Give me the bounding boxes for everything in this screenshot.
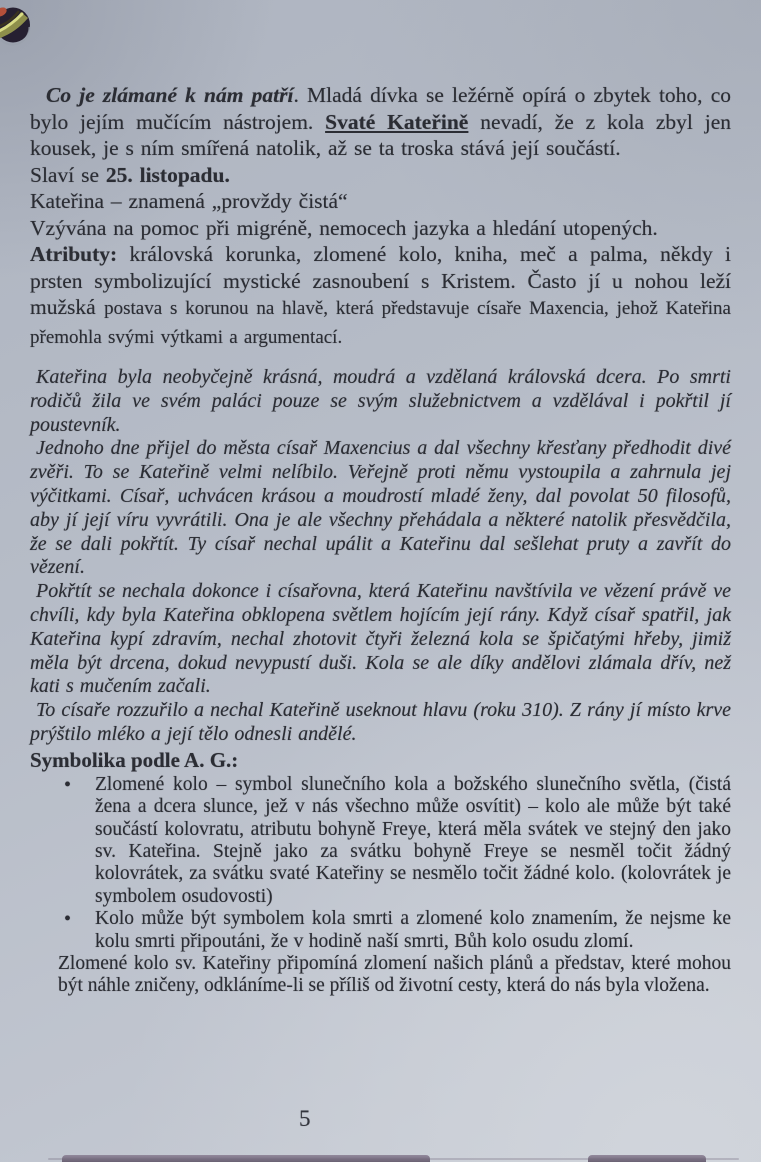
attributes-text: královská korunka, zlomené kolo, kniha, meč a palma, někdy i prsten symbolizující mystické zasnoubení s Kristem. Často jí u nohou leží mužská [30,242,731,319]
intro-text: . Mladá dívka se ležérně opírá o zbytek toho, co bylo jejím mučícím nástrojem. [30,83,732,134]
legend-section [30,366,731,747]
feast-day-line [30,162,731,189]
page-number: 5 [299,1106,311,1131]
bullet-icon: • [64,773,72,796]
attributes-text-small: postava s korunou na hlavě, která představuje císaře Maxencia, jehož Kateřina přemohla svými výtkami a argumentací. [30,298,731,348]
bullet-icon: • [64,908,72,931]
closing-paragraph: Zlomené kolo sv. Kateřiny připomíná zlomení našich plánů a představ, které mohou být náhle zničeny, odkláníme-li se příliš od životní cesty, která do nás byla vložena. [58,953,731,997]
name-meaning-line: Kateřina – znamená „provždy čistá“ [30,189,348,213]
list-item [30,774,731,908]
invocation-paragraph: Vzývána na pomoc při migréně, nemocech jazyka a hledání utopených. [30,215,658,240]
legend-paragraph-4: To císaře rozzuřilo a nechal Kateřině useknout hlavu (roku 310). Z rány jí místo krve prýštilo mléko a její tělo odnesli andělé. [30,699,731,745]
feast-day-date: 25. listopadu. [105,162,230,187]
intro-paragraph [30,82,731,162]
page-text [30,82,731,998]
attributes-paragraph [30,241,731,351]
list-item-text: Zlomené kolo – symbol slunečního kola a božského slunečního světla, (čistá žena a dcera slunce, jež v nás všechno může osvítit) – kolo ale může být také součástí kolovratu, atributu bohyně Freye, která měla svátek ve stejný den jako sv. Kateřina. Stejně jako za svátku bohyně Freye se nesměl točit žádný kolovrátek, za svátku svaté Kateřiny se nesmělo točit žádné kolo. (kolovrátek je symbolem osudovosti) [95,773,731,907]
symbolism-heading: Symbolika podle A. G.: [30,747,239,772]
legend-paragraph-1: Kateřina byla neobyčejně krásná, moudrá a vzdělaná královská dcera. Po smrti rodičů žila ve svém paláci pouze se svým služebnictvem a vzdělával i pokřtil jí poustevník. [30,366,731,436]
list-item-text: Kolo může být symbolem kola smrti a zlomené kolo znamením, že nejsme ke kolu smrti připoutáni, že v hodině naší smrti, Bůh kolo osudu zlomí. [95,908,731,952]
intro-lead-phrase: Co je zlámané k nám patří [46,83,294,107]
page-bottom-edge [588,1155,706,1162]
attributes-label: Atributy: [30,242,118,266]
intro-text-rest: nevadí, že z kola zbyl jen kousek, je s ním smířená natolik, až se ta troska stává její součástí. [30,109,731,160]
binder-ring-hole-icon [0,3,61,55]
list-item [30,908,731,953]
intro-underlined-phrase: Svaté Kateřině [325,109,469,134]
legend-paragraph-3: Pokřtít se nechala dokonce i císařovna, která Kateřinu navštívila ve vězení právě ve chvíli, kdy byla Kateřina obklopena světlem hojícím její rány. Když císař spatřil, jak Kateřina kypí zdravím, nechal zhotovit čtyři železná kola se špičatými hřeby, jimiž měla být drcena, dokud nevypustí duši. Kola se ale díky andělovi zlámala dřív, než kati s mučením začali. [30,580,731,698]
legend-paragraph-2: Jednoho dne přijel do města císař Maxencius a dal všechny křesťany předhodit divé zvěři. To se Kateřině velmi nelíbilo. Veřejně proti němu vystoupila a zahrnula jej výčitkami. Císař, uchvácen krásou a moudrostí mladé ženy, dal povolat 50 filosofů, aby jí její víru vyvrátili. Ona je ale všechny přehádala a některé natolik přesvědčila, že se dali pokřtít. Ty císař nechal upálit a Kateřinu dal sešlehat pruty a zavřít do vězení. [30,437,731,579]
feast-day-text: Slaví se [30,162,106,187]
symbolism-list [30,774,731,953]
page-bottom-edge [62,1155,430,1162]
